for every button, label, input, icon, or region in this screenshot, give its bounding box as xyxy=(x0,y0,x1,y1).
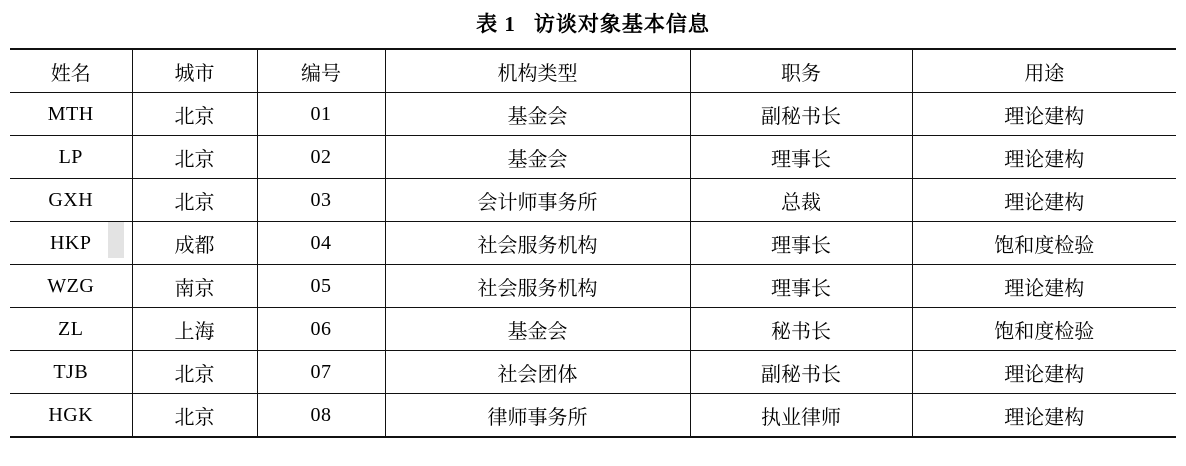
cell-number: 06 xyxy=(257,308,385,351)
cell-city: 上海 xyxy=(132,308,257,351)
cell-city: 北京 xyxy=(132,93,257,136)
cell-number: 03 xyxy=(257,179,385,222)
cell-city: 北京 xyxy=(132,351,257,394)
cell-organization-type: 基金会 xyxy=(385,93,690,136)
cell-organization-type: 基金会 xyxy=(385,136,690,179)
cell-organization-type: 律师事务所 xyxy=(385,394,690,438)
cell-purpose: 饱和度检验 xyxy=(994,234,1095,257)
cell-number: 05 xyxy=(257,265,385,308)
cell-number: 01 xyxy=(257,93,385,136)
table-caption-title: 访谈对象基本信息 xyxy=(533,12,710,36)
cell-name: LP xyxy=(10,136,132,179)
cell-organization-type: 会计师事务所 xyxy=(385,179,690,222)
column-header-name: 姓名 xyxy=(10,49,132,93)
cell-purpose: 理论建构 xyxy=(1004,406,1085,429)
table-row xyxy=(10,394,1176,438)
cell-organization-type: 社会服务机构 xyxy=(385,265,690,308)
table-row xyxy=(10,351,1176,394)
cell-purpose: 理论建构 xyxy=(1004,148,1085,171)
cell-position: 理事长 xyxy=(690,136,912,179)
cell-purpose: 理论建构 xyxy=(1004,363,1085,386)
interviewee-info-table xyxy=(10,48,1176,438)
column-header-city: 城市 xyxy=(132,49,257,93)
cell-city: 成都 xyxy=(132,222,257,265)
cell-position: 理事长 xyxy=(690,222,912,265)
cell-name: GXH xyxy=(10,179,132,222)
cell-organization-type: 社会服务机构 xyxy=(385,222,690,265)
table-header-row xyxy=(10,49,1176,93)
cell-organization-type: 社会团体 xyxy=(385,351,690,394)
cell-name: ZL xyxy=(10,308,132,351)
table-row xyxy=(10,93,1176,136)
table-row xyxy=(10,308,1176,351)
table-row xyxy=(10,265,1176,308)
cell-position: 副秘书长 xyxy=(690,93,912,136)
cell-number: 08 xyxy=(257,394,385,438)
cell-number: 04 xyxy=(257,222,385,265)
cell-city: 北京 xyxy=(132,179,257,222)
table-row xyxy=(10,179,1176,222)
cell-city: 北京 xyxy=(132,136,257,179)
cell-position: 副秘书长 xyxy=(690,351,912,394)
cell-organization-type: 基金会 xyxy=(385,308,690,351)
cell-city: 南京 xyxy=(132,265,257,308)
table-container xyxy=(0,48,1186,438)
column-header-number: 编号 xyxy=(257,49,385,93)
scan-artifact xyxy=(108,222,124,258)
cell-position: 秘书长 xyxy=(690,308,912,351)
table-caption xyxy=(0,0,1186,48)
cell-number: 02 xyxy=(257,136,385,179)
cell-name: TJB xyxy=(10,351,132,394)
cell-purpose: 饱和度检验 xyxy=(994,320,1095,343)
column-header-organization-type: 机构类型 xyxy=(385,49,690,93)
table-caption-number: 表 1 xyxy=(476,12,516,36)
cell-name: HGK xyxy=(10,394,132,438)
cell-position: 理事长 xyxy=(690,265,912,308)
cell-name: WZG xyxy=(10,265,132,308)
column-header-purpose: 用途 xyxy=(1024,62,1065,85)
cell-position: 总裁 xyxy=(690,179,912,222)
column-header-position: 职务 xyxy=(690,49,912,93)
cell-position: 执业律师 xyxy=(690,394,912,438)
table-header xyxy=(10,49,1176,93)
cell-number: 07 xyxy=(257,351,385,394)
cell-purpose: 理论建构 xyxy=(1004,191,1085,214)
cell-purpose: 理论建构 xyxy=(1004,105,1085,128)
cell-name: MTH xyxy=(10,93,132,136)
cell-city: 北京 xyxy=(132,394,257,438)
cell-purpose: 理论建构 xyxy=(1004,277,1085,300)
table-row xyxy=(10,222,1176,265)
cell-name: HKP xyxy=(10,222,132,265)
table-body xyxy=(10,93,1176,438)
table-row xyxy=(10,136,1176,179)
